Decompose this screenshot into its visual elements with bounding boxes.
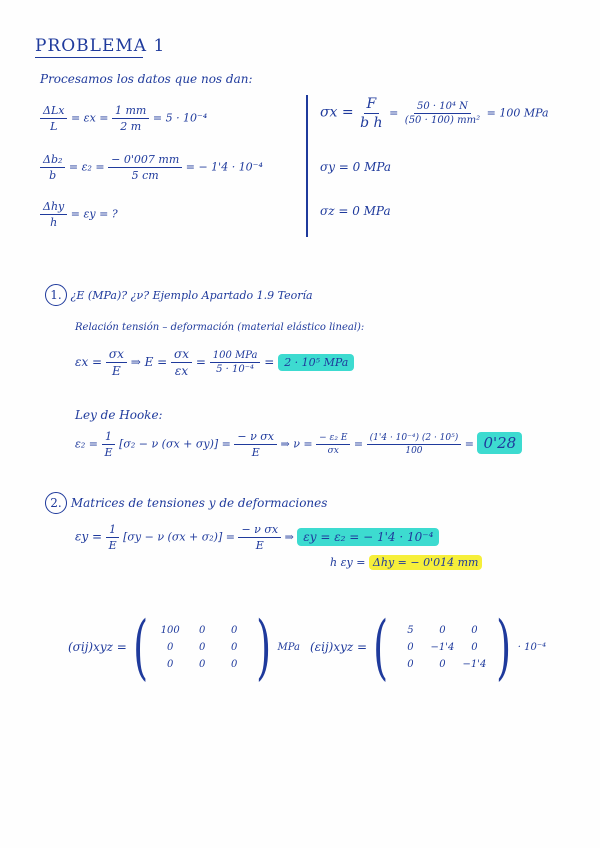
eqa-arrow: ⇒ E = <box>130 355 168 369</box>
poisson-result: 0'28 <box>477 432 522 454</box>
right-paren: ) <box>496 606 512 688</box>
eq-stress-z: σz = 0 MPa <box>320 204 391 218</box>
eqa-num3: 100 MPa <box>210 350 261 363</box>
matrix-cell: 0 <box>407 658 414 670</box>
strain-y-result: εy = ε₂ = − 1'4 · 10⁻⁴ <box>297 528 439 546</box>
page-title <box>35 36 165 58</box>
eqb-num3: − ε₂ E <box>316 433 350 445</box>
matrix-cell: 0 <box>439 658 446 670</box>
eq1-eps: = εx = <box>70 111 109 125</box>
eqb-num2: − ν σx <box>234 430 277 445</box>
eqc-num: 1 <box>106 523 119 538</box>
matrix-cell: 5 <box>407 624 414 636</box>
eq-delta-h <box>330 556 482 569</box>
young-modulus-result: 2 · 10⁵ MPa <box>278 354 354 371</box>
strain-matrix <box>310 606 547 688</box>
matrix-cell: −1'4 <box>462 658 487 670</box>
matrix-cell: 0 <box>471 641 478 653</box>
sx-den: b h <box>360 115 383 131</box>
eq-strain-x <box>40 104 207 133</box>
eqb-bracket: [σ₂ − ν (σx + σy)] = <box>119 437 231 451</box>
matrix-cell: 0 <box>198 658 206 670</box>
eq2-res: = − 1'4 · 10⁻⁴ <box>185 160 263 174</box>
eqa-den2: εx <box>174 364 189 378</box>
eq2-lhs-num: Δb₂ <box>40 153 65 168</box>
sx-den2: (50 · 100) mm² <box>404 115 481 126</box>
right-paren: ) <box>256 606 272 688</box>
eqc-arrow: ⇒ <box>284 530 294 544</box>
sx-num: F <box>364 96 380 114</box>
eq-stress-y: σy = 0 MPa <box>320 160 392 174</box>
sx-num2: 50 · 10⁴ N <box>414 101 471 114</box>
eq-strain-z <box>40 153 263 182</box>
matrix-cell: 100 <box>160 624 180 636</box>
matrix-cell: 0 <box>230 658 238 670</box>
divider-line <box>306 95 308 237</box>
delta-h-result: Δhy = − 0'014 mm <box>369 555 483 570</box>
eq2-eps: = ε₂ = <box>68 160 105 174</box>
eqc-lhs: εy = <box>75 529 103 544</box>
eqb-eq: = <box>353 437 364 451</box>
eq-strain-y <box>40 200 118 229</box>
title-underline <box>35 57 143 58</box>
part2-heading-text: Matrices de tensiones y de deformaciones <box>70 496 328 510</box>
eq3-res: = εy = ? <box>70 207 118 221</box>
part2-number: 2. <box>45 492 67 514</box>
eqb-den3: σx <box>327 446 339 456</box>
eq1-lhs-den: L <box>50 120 58 133</box>
stress-matrix <box>68 606 300 688</box>
stress-matrix-grid <box>154 625 250 670</box>
eqc-bracket: [σy − ν (σx + σ₂)] = <box>123 530 235 544</box>
eq3-lhs-den: h <box>50 216 58 229</box>
eq-strain-y-calc <box>75 523 439 552</box>
eqb-lhs: ε₂ = <box>75 437 99 451</box>
matrix-cell: 0 <box>439 624 446 636</box>
left-paren: ( <box>373 606 389 688</box>
eq1-lhs-num: ΔLx <box>40 104 67 119</box>
stress-matrix-label: (σij)xyz = <box>68 640 127 654</box>
eqa-eq2: = <box>264 355 275 369</box>
matrix-cell: 0 <box>166 641 174 653</box>
eqa-den3: 5 · 10⁻⁴ <box>216 364 255 375</box>
strain-matrix-grid <box>394 625 490 670</box>
relation-text: Relación tensión – deformación (material elástico lineal): <box>75 322 365 333</box>
matrix-cell: 0 <box>407 641 414 653</box>
matrix-cell: 0 <box>198 641 206 653</box>
sx-label: σx = <box>320 104 354 121</box>
part1-heading-text: ¿E (MPa)? ¿ν? Ejemplo Apartado 1.9 Teoría <box>70 289 313 302</box>
strain-matrix-label: (εij)xyz = <box>310 640 368 654</box>
left-paren: ( <box>133 606 149 688</box>
eq2-num: − 0'007 mm <box>108 153 182 168</box>
eqb-den: E <box>104 446 113 459</box>
eq1-res: = 5 · 10⁻⁴ <box>152 111 208 125</box>
stress-matrix-unit: MPa <box>277 641 300 653</box>
matrix-cell: 0 <box>166 658 174 670</box>
eq3-lhs-num: Δhy <box>40 200 67 215</box>
eqc-den: E <box>108 539 117 552</box>
title-text: PROBLEMA 1 <box>35 36 166 56</box>
eqc-den2: E <box>255 539 264 552</box>
matrix-cell: 0 <box>471 624 478 636</box>
intro-text: Procesamos los datos que nos dan: <box>40 72 253 86</box>
eq2-den: 5 cm <box>131 169 159 182</box>
eqb-arrow: ⇒ ν = <box>280 437 313 451</box>
part1-number: 1. <box>45 284 67 306</box>
matrix-cell: 0 <box>230 641 238 653</box>
eq2-lhs-den: b <box>49 169 57 182</box>
matrix-cell: 0 <box>198 624 206 636</box>
eqa-num: σx <box>106 347 127 363</box>
eqd-lhs: h εy = <box>330 556 366 569</box>
eqb-num4: (1'4 · 10⁻⁴) (2 · 10⁵) <box>367 433 462 445</box>
eq1-den: 2 m <box>120 120 142 133</box>
strain-matrix-unit: · 10⁻⁴ <box>517 641 547 653</box>
eqb-eq2: = <box>464 437 474 451</box>
eqb-den2: E <box>251 446 260 459</box>
eqb-num: 1 <box>102 430 115 445</box>
eqa-eq: = <box>195 355 206 369</box>
eq-stress-x <box>320 96 549 131</box>
eqc-num2: − ν σx <box>238 523 281 538</box>
eq-poisson <box>75 430 522 459</box>
eqa-num2: σx <box>171 347 192 363</box>
matrix-cell: 0 <box>230 624 238 636</box>
eq-young-modulus <box>75 347 354 378</box>
sx-eq: = <box>389 106 399 120</box>
eqa-lhs: εx = <box>75 355 103 369</box>
part2-heading <box>45 492 327 514</box>
eqa-den: E <box>112 364 121 378</box>
matrix-cell: −1'4 <box>430 641 455 653</box>
part1-heading <box>45 284 313 306</box>
eqb-den4: 100 <box>405 446 423 456</box>
hooke-heading: Ley de Hooke: <box>75 408 163 422</box>
sx-res: = 100 MPa <box>486 106 549 120</box>
eq1-num: 1 mm <box>112 104 149 119</box>
